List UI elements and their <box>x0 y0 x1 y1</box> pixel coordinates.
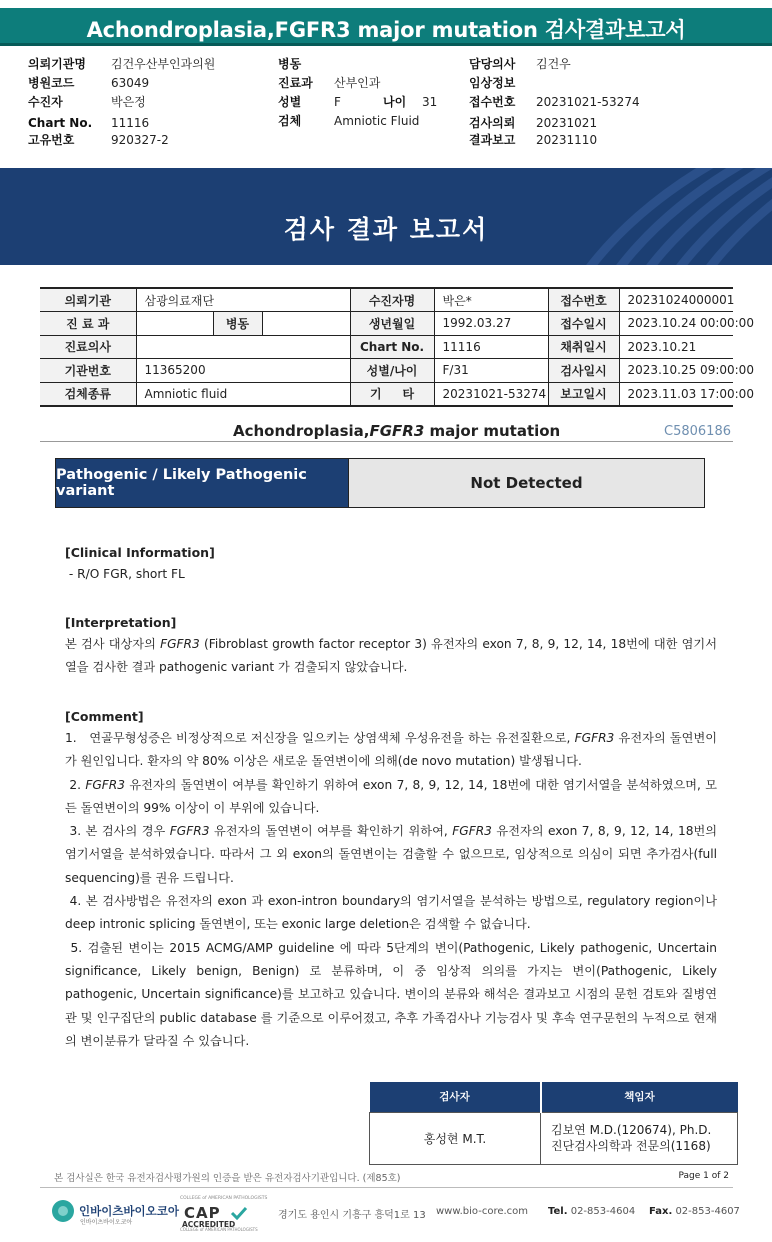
comment-item-2 <box>65 774 717 821</box>
table-header-cell: 접수번호 <box>548 288 619 312</box>
responsible-header: 책임자 <box>541 1082 738 1112</box>
comment-heading: [Comment] <box>65 709 144 724</box>
footnote-text: 본 검사실은 한국 유전자검사평가원의 인증을 받은 유전자검사기관입니다. (제85호) <box>54 1173 401 1184</box>
table-header-cell: 성별/나이 <box>350 359 434 383</box>
gene-name: FGFR3 <box>85 777 125 792</box>
clinical-section <box>65 545 717 581</box>
gene-name: FGFR3 <box>574 731 615 745</box>
info-value: 11116 <box>111 116 150 130</box>
test-code: C5806186 <box>664 424 731 439</box>
cap-top-text: COLLEGE of AMERICAN PATHOLOGISTS <box>180 1196 268 1201</box>
table-cell: 20231021-53274 <box>434 382 548 406</box>
cap-name: CAP <box>184 1204 221 1222</box>
info-label: 병동 <box>278 57 302 71</box>
table-cell: F/31 <box>434 359 548 383</box>
tel-label: Tel. <box>548 1206 568 1217</box>
info-label: 결과보고 <box>469 133 516 147</box>
company-name: 인바이츠바이오코아 <box>79 1204 179 1218</box>
company-logo <box>52 1200 179 1226</box>
table-header-cell: 채취일시 <box>548 335 619 359</box>
report-title-bar <box>0 8 772 46</box>
report-title: Achondroplasia,FGFR3 major mutation 검사결과보고서 <box>86 18 686 42</box>
test-name-prefix: Achondroplasia, <box>233 422 370 440</box>
info-label: 병원코드 <box>28 76 75 90</box>
info-value: 63049 <box>111 76 150 90</box>
table-header-cell: 진 료 과 <box>40 312 136 336</box>
table-row <box>40 382 733 406</box>
info-value: 김건우 <box>536 57 571 71</box>
info-label: 수진자 <box>28 95 63 109</box>
clinical-heading: [Clinical Information] <box>65 545 215 560</box>
cap-accredited: ACCREDITED <box>182 1220 236 1229</box>
table-cell: 2023.10.21 <box>619 335 733 359</box>
gene-name: FGFR3 <box>169 824 210 839</box>
info-value: 20231110 <box>536 133 598 147</box>
table-header-cell: Chart No. <box>350 335 434 359</box>
info-value: 산부인과 <box>334 76 381 90</box>
info-value: Amniotic Fluid <box>334 114 420 128</box>
clinical-text: - R/O FGR, short FL <box>65 567 185 581</box>
info-value: 20231021 <box>536 116 598 130</box>
table-header-cell: 병동 <box>213 312 262 336</box>
page-number: Page 1 of 2 <box>678 1171 729 1181</box>
info-label: 고유번호 <box>28 133 75 147</box>
responsible-person <box>541 1112 738 1164</box>
signature-table <box>369 1082 738 1165</box>
table-cell: Amniotic fluid <box>136 382 350 406</box>
fax-value: 02-853-4607 <box>675 1206 740 1217</box>
comment-section <box>65 709 721 1053</box>
text-run: 유전자의 돌연변이 여부를 확인하기 위하여 exon 7, 8, 9, 12, 14, 18번에 대한 염기서열을 분석하였으며, 모든 돌연변이의 99% 이상이 이 부위에 있습니다. <box>65 777 717 815</box>
table-row <box>370 1082 738 1112</box>
tester-name: 홍성현 M.T. <box>370 1112 541 1164</box>
checkmark-icon <box>230 1206 248 1220</box>
table-cell: 박은* <box>434 288 548 312</box>
info-value: F <box>334 95 341 109</box>
table-header-cell: 생년월일 <box>350 312 434 336</box>
text-run: 2. <box>65 777 86 792</box>
report-banner <box>0 168 772 265</box>
table-cell: 2023.10.24 00:00:00 <box>619 312 733 336</box>
accreditation-footnote <box>40 1166 733 1188</box>
test-gene: FGFR3 <box>369 422 425 440</box>
comment-item-5: 5. 검출된 변이는 2015 ACMG/AMP guideline 에 따라 5단계의 변이(Pathogenic, Likely pathogenic, Uncertain significance, Likely benign, Benign) 로 분류하며, 이 중 임상적 의의를 가지는 변이(Pathogenic, Likely pathogenic, Uncertain significance)를 보고하고 있습니다. 변이의 분류와 해석은 결과보고 시점의 문헌 검토와 질병연관 및 인구집단의 public database 를 기준으로 이루어졌고, 추후 가족검사나 기능검사 및 후속 연구문헌의 누적으로 현재의 변이분류가 달라질 수 있습니다. <box>65 940 721 1048</box>
text-run: (Fibroblast growth factor receptor 3) 유전자의 exon 7, 8, 9, 12, 14, 18번에 대한 염기서열을 검사한 결과 pathogenic variant 가 검출되지 않았습니다. <box>65 637 717 675</box>
table-header-cell: 진료의사 <box>40 335 136 359</box>
info-value: 박은정 <box>111 95 146 109</box>
responsible-line-1: 김보연 M.D.(120674), Ph.D. <box>551 1123 712 1137</box>
info-value: 김건우산부인과의원 <box>111 57 216 71</box>
gene-name: FGFR3 <box>452 824 492 839</box>
text-run: 유전자의 돌연변이 여부를 확인하기 위하여, <box>209 824 453 839</box>
report-meta-table <box>40 287 754 407</box>
tester-header: 검사자 <box>370 1082 541 1112</box>
info-label: 임상정보 <box>469 76 516 90</box>
info-value: 31 <box>422 95 438 109</box>
table-row <box>40 335 733 359</box>
info-label: 접수번호 <box>469 95 516 109</box>
info-value: 20231021-53274 <box>536 95 640 109</box>
table-cell: 11116 <box>434 335 548 359</box>
table-header-cell: 접수일시 <box>548 312 619 336</box>
text-run: 본 검사 대상자의 <box>65 637 161 651</box>
text-run: 3. 본 검사의 경우 <box>65 824 170 839</box>
comment-item-4: 4. 본 검사방법은 유전자의 exon 과 exon-intron boundary의 염기서열을 분석하는 방법으로, regulatory region이나 deep intronic splicing 돌연변이, 또는 exonic large deletion은 검색할 수 없습니다. <box>65 894 721 932</box>
table-row <box>370 1112 738 1164</box>
test-name <box>233 422 560 440</box>
table-cell: 2023.10.25 09:00:00 <box>619 359 733 383</box>
table-header-cell: 기관번호 <box>40 359 136 383</box>
fax-label: Fax. <box>649 1206 673 1217</box>
company-phone <box>548 1206 635 1217</box>
comment-item-1 <box>65 727 717 774</box>
table-header-cell: 검사일시 <box>548 359 619 383</box>
info-label: 의뢰기관명 <box>28 57 86 71</box>
text-run: 1. 연골무형성증은 비정상적으로 저신장을 일으키는 상염색체 우성유전을 하는 유전질환으로, <box>65 731 575 745</box>
table-header-cell: 보고일시 <box>548 382 619 406</box>
text-run: 유전자의 돌연변이가 원인입니다. 환자의 약 80% 이상은 새로운 돌연변이에 의해(de novo mutation) 발생됩니다. <box>65 731 717 769</box>
result-label: Pathogenic / Likely Pathogenic variant <box>56 459 348 507</box>
table-header-cell: 검체종류 <box>40 382 136 406</box>
table-cell: 1992.03.27 <box>434 312 548 336</box>
info-value: 920327-2 <box>111 133 169 147</box>
text-run: 유전자의 exon 7, 8, 9, 12, 14, 18번의 염기서열을 분석하였습니다. 따라서 그 외 exon의 돌연변이는 검출할 수 없으므로, 임상적으로 의심이 되면 추가검사(full sequencing)를 권유 드립니다. <box>65 824 721 885</box>
banner-title: 검사 결과 보고서 <box>283 215 489 244</box>
info-label: 검사의뢰 <box>469 116 516 130</box>
table-cell <box>136 312 213 336</box>
table-cell: 20231024000001 <box>619 288 733 312</box>
info-label: 성별 <box>278 95 302 109</box>
test-name-suffix: major mutation <box>424 422 561 440</box>
company-logo-icon <box>52 1200 74 1222</box>
table-cell: 11365200 <box>136 359 350 383</box>
table-row <box>40 288 733 312</box>
table-row <box>40 359 733 383</box>
table-header-cell: 기 타 <box>350 382 434 406</box>
test-name-line <box>40 420 733 442</box>
table-cell: 삼광의료재단 <box>136 288 350 312</box>
info-label: 검체 <box>278 114 302 128</box>
company-address: 경기도 용인시 기흥구 흥덕1로 13 <box>278 1210 426 1221</box>
table-cell <box>262 312 350 336</box>
result-value: Not Detected <box>348 459 704 507</box>
table-row <box>40 312 733 336</box>
info-label: 담당의사 <box>469 57 516 71</box>
info-label: 나이 <box>383 95 407 109</box>
cap-bottom-text: COLLEGE of AMERICAN PATHOLOGISTS <box>180 1227 258 1232</box>
table-header-cell: 의뢰기관 <box>40 288 136 312</box>
interpretation-heading: [Interpretation] <box>65 615 177 630</box>
page-footer <box>40 1192 740 1232</box>
responsible-line-2: 진단검사의학과 전문의(1168) <box>551 1139 711 1153</box>
table-cell <box>136 335 350 359</box>
interpretation-section <box>65 615 717 680</box>
table-cell: 2023.11.03 17:00:00 <box>619 382 733 406</box>
result-box <box>55 458 705 508</box>
company-sub: 인바이츠바이오코아 <box>80 1219 133 1226</box>
company-fax <box>649 1206 740 1217</box>
company-website[interactable]: www.bio-core.com <box>436 1206 529 1217</box>
tel-value: 02-853-4604 <box>570 1206 636 1217</box>
table-header-cell: 수진자명 <box>350 288 434 312</box>
info-label: 진료과 <box>278 76 313 90</box>
cap-accreditation-logo <box>180 1196 270 1232</box>
info-label: Chart No. <box>28 116 93 130</box>
comment-item-3 <box>65 820 721 890</box>
gene-name: FGFR3 <box>160 637 200 651</box>
interpretation-text <box>65 633 717 680</box>
